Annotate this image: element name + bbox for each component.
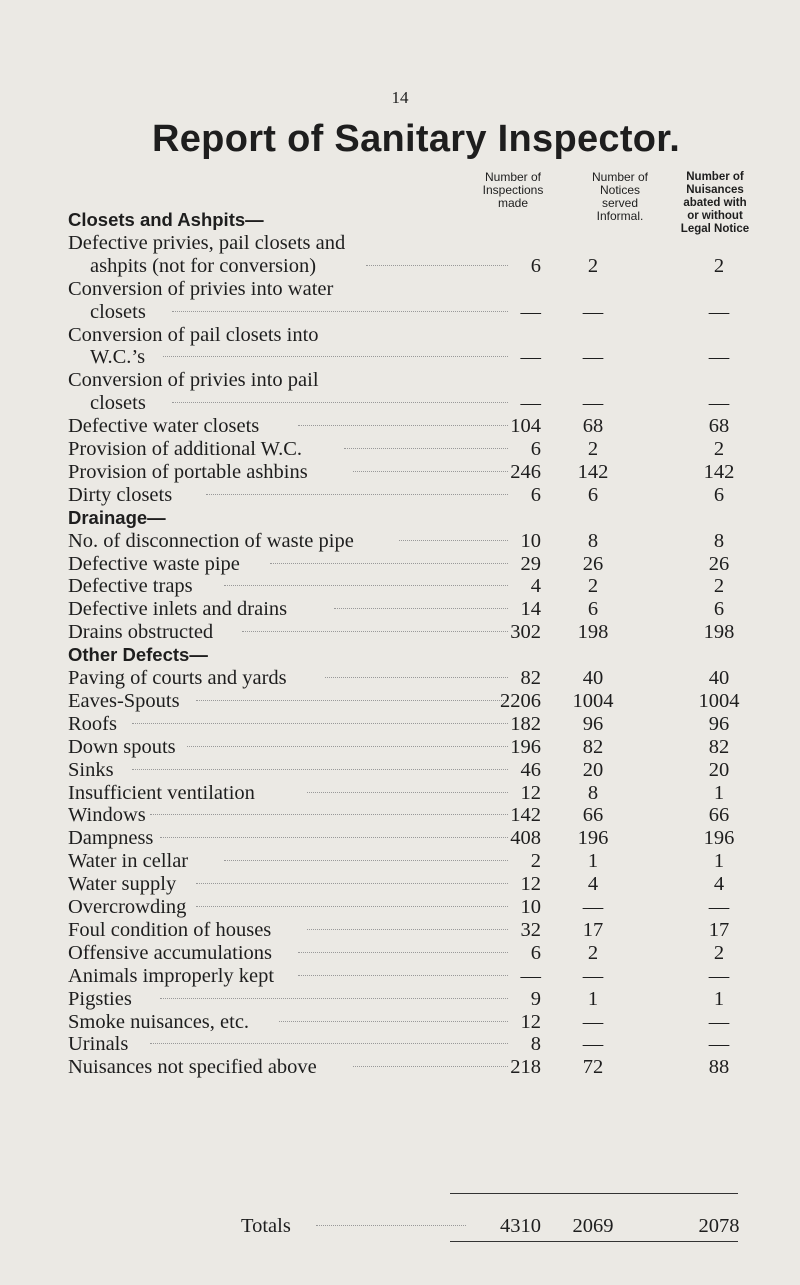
table-row [68,1010,768,1034]
cell-col-3: 1 [713,850,725,873]
cell-col-2: 1004 [572,689,614,712]
cell-col-2: 6 [587,598,599,621]
leader-dots [160,998,508,999]
column-header-line: Number of [686,171,744,183]
cell-col-1: 8 [530,1033,541,1056]
row-label: Sinks [68,758,114,781]
cell-col-3: 198 [703,621,735,644]
cell-col-2: — [582,1010,604,1033]
cell-col-1: 6 [530,254,541,277]
row-label: Offensive accumulations [68,941,272,964]
row-label: Smoke nuisances, etc. [68,1010,250,1033]
cell-col-1: 104 [510,415,541,438]
table-row-label-line [68,231,768,255]
leader-dots [132,769,508,770]
cell-col-2: 66 [582,804,604,827]
table-row [68,460,768,484]
cell-col-2: — [582,964,604,987]
cell-col-2: 17 [582,918,604,941]
totals-top-rule [450,1193,738,1194]
cell-col-1: 12 [520,781,541,804]
cell-col-2: 68 [582,415,604,438]
row-label: Insufficient ventilation [68,781,255,804]
cell-col-2: 1 [587,987,599,1010]
row-label: Defective inlets and drains [68,598,288,621]
table-row [68,964,768,988]
cell-col-3: — [708,1010,730,1033]
cell-col-1: 82 [520,667,541,689]
cell-col-3: 96 [708,712,730,735]
table-row [68,987,768,1011]
cell-col-2: 2 [587,575,599,598]
table-row [68,597,768,621]
cell-col-2: 8 [587,781,599,804]
table-row [68,437,768,461]
column-header-line: served [601,196,639,210]
cell-col-3: — [708,964,730,987]
cell-col-3: 8 [713,529,725,552]
cell-col-3: 6 [713,598,725,621]
cell-col-1: 29 [520,552,541,575]
cell-col-2: 6 [587,483,599,506]
cell-col-3: 66 [708,804,730,827]
cell-col-1: 6 [530,438,541,460]
totals-bottom-rule [450,1241,738,1242]
cell-col-2: — [582,896,604,918]
row-label: Conversion of privies into water [68,277,334,300]
row-label: Water supply [68,873,177,896]
cell-col-1: 246 [510,460,541,483]
cell-col-2: 26 [582,552,604,575]
cell-col-2: 2 [587,254,599,277]
row-label: Dampness [68,827,154,850]
row-label: ashpits (not for conversion) [90,254,317,277]
cell-col-1: 6 [530,483,541,506]
cell-col-2: — [582,300,604,323]
cell-col-2: 82 [582,735,604,758]
total-col-3: 2078 [698,1215,740,1237]
row-label: Animals improperly kept [68,964,275,987]
row-label: Nuisances not specified above [68,1056,317,1079]
cell-col-2: — [582,392,604,415]
cell-col-3: 1 [713,781,725,804]
cell-col-2: 72 [582,1056,604,1079]
row-label: Conversion of pail closets into [68,323,319,346]
table-row [68,529,768,553]
column-header-line: Number of [591,170,649,184]
table-row [68,872,768,896]
cell-col-3: — [708,392,730,415]
table-row [68,552,768,576]
cell-col-3: 196 [703,827,735,850]
cell-col-1: 32 [520,918,541,941]
table-row [68,781,768,805]
column-header-line: or without [687,210,743,222]
total-col-2: 2069 [572,1215,614,1237]
row-label: No. of disconnection of waste pipe [68,529,354,552]
table-row [68,758,768,782]
leader-dots [172,311,508,312]
cell-col-1: 9 [530,987,541,1010]
cell-col-3: 68 [708,415,730,438]
row-label: Urinals [68,1033,129,1056]
cell-col-1: 4 [530,575,541,598]
row-label: Eaves-Spouts [68,689,180,712]
table-row [68,300,768,324]
cell-col-1: — [520,346,541,369]
section-heading: Closets and Ashpits— [68,209,264,230]
cell-col-2: 8 [587,529,599,552]
table-row [68,345,768,369]
cell-col-1: 408 [510,827,541,850]
cell-col-3: 20 [708,758,730,781]
table-row [68,1032,768,1056]
cell-col-2: 40 [582,667,604,689]
row-label: Water in cellar [68,850,189,873]
table-row-label-line [68,323,768,347]
column-header-line: Number of [484,170,542,184]
cell-col-2: — [582,1033,604,1056]
row-label: closets [90,392,146,415]
table-row [68,254,768,278]
row-label: Defective privies, pail closets and [68,231,346,254]
totals-row [68,1214,768,1238]
cell-col-1: 46 [520,758,541,781]
cell-col-1: 196 [510,735,541,758]
column-header-line: Nuisances [686,184,744,196]
column-header-line: Notices [599,183,640,197]
row-label: Pigsties [68,987,132,1010]
row-label: Conversion of privies into pail [68,369,319,392]
leader-dots [160,837,508,838]
column-header-1 [458,171,568,210]
column-header-line: Inspections [482,183,544,197]
leader-dots [187,746,508,747]
cell-col-2: — [582,346,604,369]
leader-dots [172,402,508,403]
row-label: Provision of portable ashbins [68,460,308,483]
column-header-line: abated with [683,197,747,209]
cell-col-1: 10 [520,896,541,918]
cell-col-1: — [520,964,541,987]
leader-dots [150,1043,508,1044]
cell-col-3: — [708,346,730,369]
row-label: Drains obstructed [68,621,214,644]
cell-col-1: 182 [510,712,541,735]
cell-col-3: 142 [703,460,735,483]
row-label: Dirty closets [68,483,173,506]
leader-dots [163,356,508,357]
table-row [68,689,768,713]
column-header-3 [660,171,770,236]
section-heading: Drainage— [68,506,166,528]
cell-col-3: 6 [713,483,725,506]
table-row [68,483,768,507]
cell-col-3: 1 [713,987,725,1010]
total-col-1: 4310 [500,1215,541,1237]
column-header-line: Legal Notice [680,223,750,235]
cell-col-2: 196 [577,827,609,850]
table-row [68,826,768,850]
row-label: Defective waste pipe [68,552,240,575]
row-label: Overcrowding [68,896,187,918]
table-row [68,918,768,942]
table-row-label-line [68,277,768,301]
row-label: closets [90,300,146,323]
cell-col-3: 82 [708,735,730,758]
row-label: Provision of additional W.C. [68,438,303,460]
row-label: Defective traps [68,575,193,598]
cell-col-2: 20 [582,758,604,781]
cell-col-3: — [708,1033,730,1056]
cell-col-3: — [708,300,730,323]
table-row [68,666,768,690]
cell-col-1: — [520,300,541,323]
table-row [68,574,768,598]
cell-col-3: 2 [713,941,725,964]
column-header-2 [565,171,675,223]
cell-col-3: 26 [708,552,730,575]
page-number: 14 [391,88,409,107]
table-row [68,391,768,415]
row-label: Roofs [68,712,117,735]
cell-col-1: — [520,392,541,415]
cell-col-1: 142 [510,804,541,827]
table-row-label-line [68,368,768,392]
cell-col-3: 1004 [698,689,740,712]
table-row [68,941,768,965]
cell-col-3: — [708,896,730,918]
cell-col-3: 40 [708,667,730,689]
cell-col-1: 6 [530,941,541,964]
column-header-line: made [497,196,529,210]
row-label: Down spouts [68,735,176,758]
cell-col-2: 96 [582,712,604,735]
cell-col-3: 17 [708,918,730,941]
cell-col-3: 4 [713,873,725,896]
cell-col-2: 198 [577,621,609,644]
row-label: Paving of courts and yards [68,667,287,689]
totals-label: Totals [241,1215,291,1237]
table-row [68,712,768,736]
row-label: Defective water closets [68,415,260,438]
leader-dots [132,723,508,724]
table-row [68,895,768,919]
row-label: W.C.’s [90,346,146,369]
table-row [68,1055,768,1079]
cell-col-3: 2 [713,254,725,277]
cell-col-2: 142 [577,460,609,483]
table-row [68,414,768,438]
row-label: Windows [68,804,146,827]
cell-col-1: 12 [520,1010,541,1033]
cell-col-1: 2206 [500,689,541,712]
table-row [68,803,768,827]
cell-col-3: 88 [708,1056,730,1079]
cell-col-1: 218 [510,1056,541,1079]
cell-col-1: 14 [520,598,541,621]
leader-dots [150,814,508,815]
cell-col-2: 2 [587,438,599,460]
column-header-line: Informal. [596,209,644,223]
cell-col-1: 302 [510,621,541,644]
cell-col-1: 12 [520,873,541,896]
section-heading: Other Defects— [68,644,208,666]
cell-col-2: 2 [587,941,599,964]
cell-col-1: 2 [530,850,541,873]
cell-col-2: 1 [587,850,599,873]
leader-dots [316,1225,466,1226]
cell-col-3: 2 [713,575,725,598]
row-label: Foul condition of houses [68,918,272,941]
cell-col-1: 10 [520,529,541,552]
page-title: Report of Sanitary Inspector. [152,118,681,160]
cell-col-2: 4 [587,873,599,896]
table-row [68,620,768,644]
table-row [68,849,768,873]
table-row [68,735,768,759]
cell-col-3: 2 [713,438,725,460]
